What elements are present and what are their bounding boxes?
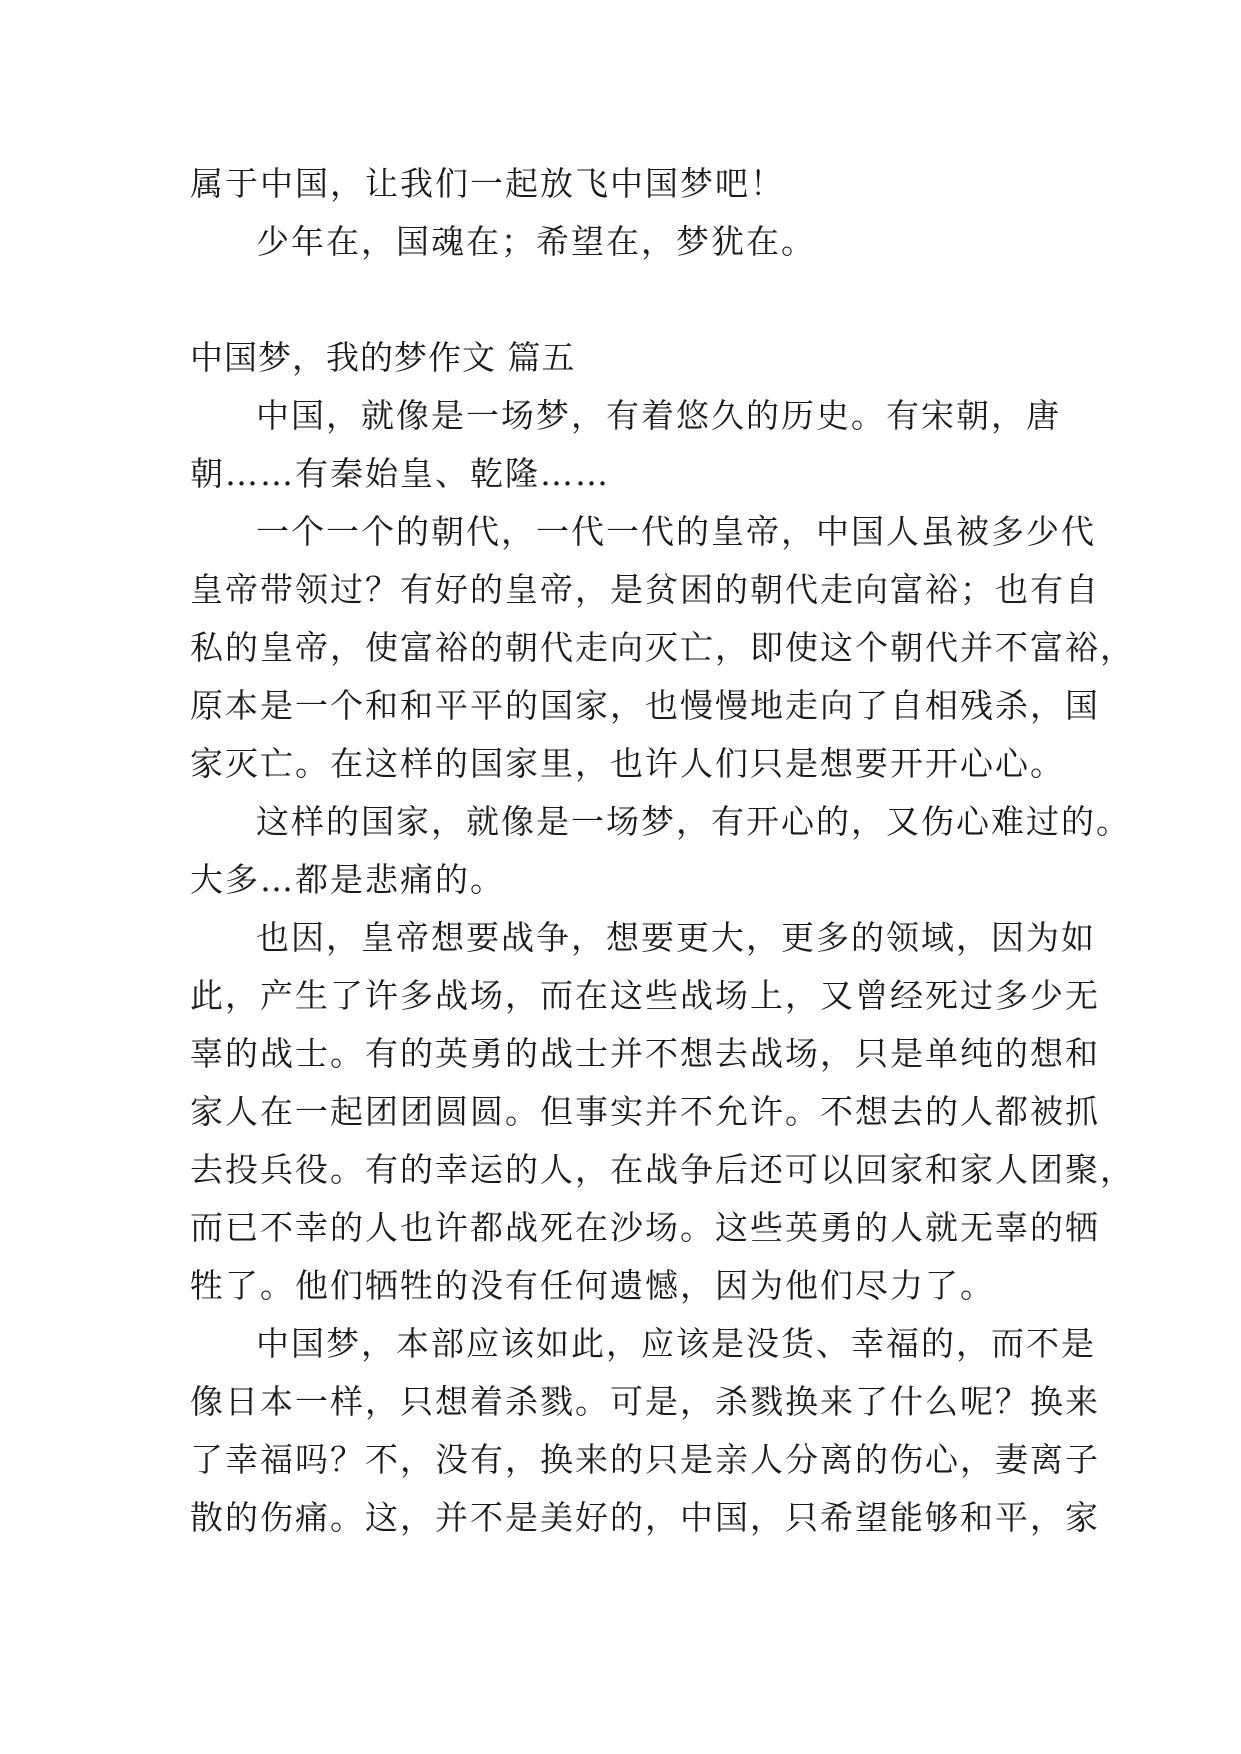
text-line: 辜的战士。有的英勇的战士并不想去战场，只是单纯的想和: [190, 1034, 1100, 1073]
text-line: 牲了。他们牺牲的没有任何遗憾，因为他们尽力了。: [190, 1266, 995, 1305]
text-line: 了幸福吗？不，没有，换来的只是亲人分离的伤心，妻离子: [190, 1440, 1100, 1479]
text-line: 家人在一起团团圆圆。但事实并不允许。不想去的人都被抓: [190, 1092, 1100, 1131]
text-line: 像日本一样，只想着杀戮。可是，杀戮换来了什么呢？换来: [190, 1382, 1100, 1421]
text-line: 家灭亡。在这样的国家里，也许人们只是想要开开心心。: [190, 744, 1065, 783]
text-line: 此，产生了许多战场，而在这些战场上，又曾经死过多少无: [190, 976, 1100, 1015]
text-line: 皇帝带领过？有好的皇帝，是贫困的朝代走向富裕；也有自: [190, 570, 1100, 609]
text-line: 也因，皇帝想要战争，想要更大，更多的领域，因为如: [256, 918, 1096, 957]
text-line: 中国梦，本部应该如此，应该是没货、幸福的，而不是: [256, 1324, 1096, 1363]
text-line: 中国，就像是一场梦，有着悠久的历史。有宋朝，唐: [256, 396, 1061, 435]
text-line: 散的伤痛。这，并不是美好的，中国，只希望能够和平，家: [190, 1498, 1100, 1537]
section-heading: 中国梦，我的梦作文 篇五: [190, 338, 576, 377]
text-line: 而已不幸的人也许都战死在沙场。这些英勇的人就无辜的牺: [190, 1208, 1100, 1247]
text-line: 一个一个的朝代，一代一代的皇帝，中国人虽被多少代: [256, 512, 1096, 551]
text-line: 这样的国家，就像是一场梦，有开心的，又伤心难过的。: [256, 802, 1131, 841]
text-line: 私的皇帝，使富裕的朝代走向灭亡，即使这个朝代并不富裕，: [190, 628, 1135, 667]
text-line: 原本是一个和和平平的国家，也慢慢地走向了自相残杀，国: [190, 686, 1100, 725]
text-line: 朝……有秦始皇、乾隆……: [190, 454, 610, 493]
text-line: 属于中国，让我们一起放飞中国梦吧！: [190, 164, 785, 203]
text-line: 大多…都是悲痛的。: [190, 860, 505, 899]
text-line: 去投兵役。有的幸运的人，在战争后还可以回家和家人团聚，: [190, 1150, 1135, 1189]
text-line: 少年在，国魂在；希望在，梦犹在。: [256, 222, 816, 261]
